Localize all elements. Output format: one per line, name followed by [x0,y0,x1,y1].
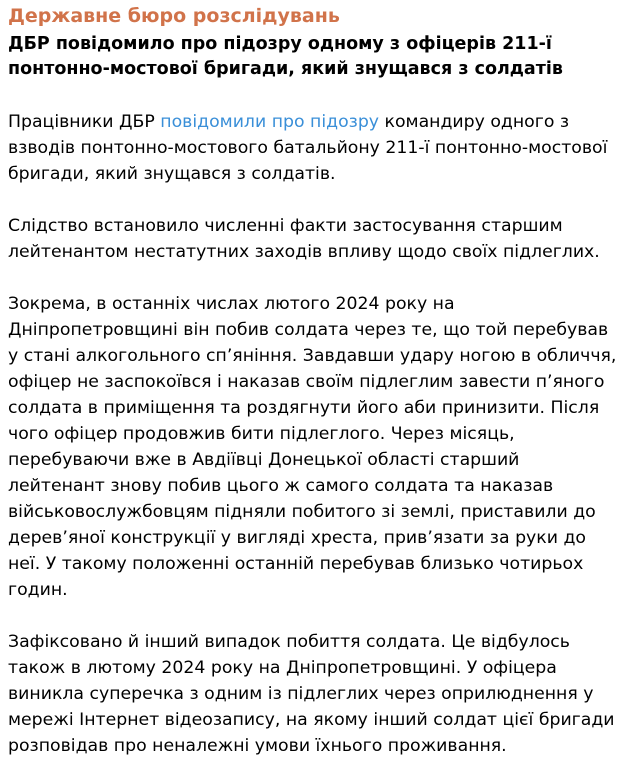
post-paragraph-2: Слідство встановило численні факти застосування старшим лейтенантом нестатутних заходів впливу щодо своїх підлеглих. [8,216,600,262]
suspicion-link[interactable]: повідомили про підозру [160,112,380,132]
paragraph-1-text-end: командиру одного з взводів понтонно-мостового батальйону 211-ї понтонно-мостової бригади, який знущався з солдатів. [8,112,608,184]
paragraph-1-text-start: Працівники ДБР [8,112,161,132]
post-paragraph-3: Зокрема, в останніх числах лютого 2024 року на Дніпропетровщині він побив солдата через те, що той перебував у стані алкогольного сп’яніння. Завдавши удару ногою в обличчя, офіцер не заспокоївся і наказав своїм підлеглим завести п’яного солдата в приміщення та роздягнути його аби принизити. Після чого офіцер продовжив бити підлеглого. Через місяць, перебуваючи вже в Авдіївці Донецької області старший лейтенант знову побив цього ж самого солдата та наказав військовослужбовцям підняли побитого зі землі, приставили до дерев’яної конструкції у вигляді хреста, прив’язати за руки до неї. У такому положенні останній перебував близько чотирьох годин. [8,294,617,600]
post-paragraph-1 [8,109,620,187]
post-paragraph-4: Зафіксовано й інший випадок побиття солдата. Це відбулось також в лютому 2024 року на Дніпропетровщині. У офіцера виникла суперечка з одним із підлеглих через оприлюднення у мережі Інтернет відеозапису, на якому інший солдат цієї бригади розповідав про неналежні умови їхнього проживання. [8,632,615,756]
post-headline: ДБР повідомило про підозру одному з офіцерів 211-ї понтонно-мостової бригади, який знущався з солдатів [8,34,563,79]
channel-name[interactable]: Державне бюро розслідувань [8,5,340,27]
